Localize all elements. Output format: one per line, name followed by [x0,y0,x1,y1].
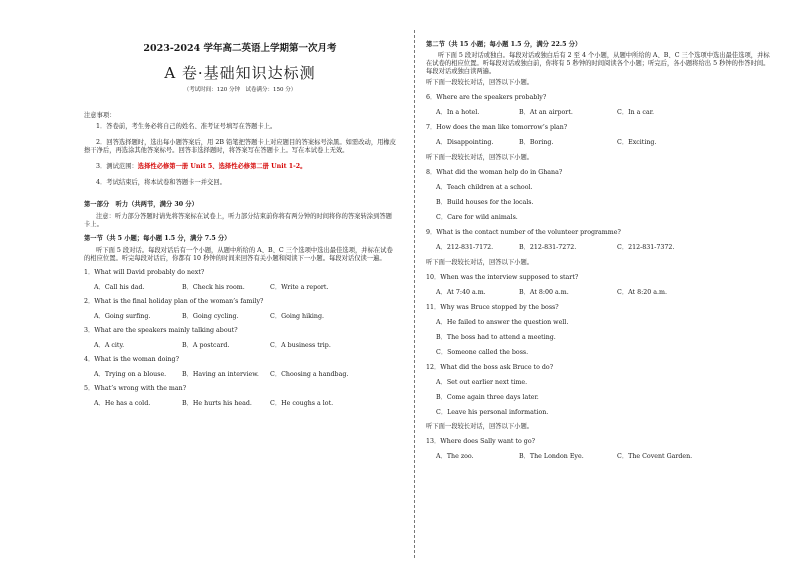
options [426,139,771,147]
question-text: 3．What are the speakers mainly talking about? [84,327,238,334]
option-c: C．A business trip. [270,342,331,349]
part1-heading: 第一部分 听力（共两节，满分 30 分） [84,201,198,208]
fold-line [414,30,415,558]
question-7 [426,124,771,147]
question-text: 1．What will David probably do next? [84,269,205,276]
option-a: A．Teach children at a school. [436,184,533,191]
question-1 [84,269,396,292]
section1-heading: 第一节（共 5 小题；每小题 1.5 分，满分 7.5 分） [84,235,231,242]
option-a: A．Set out earlier next time. [436,379,528,386]
question-text: 7．How does the man like tomorrow’s plan? [426,124,568,131]
option-c: C．He coughs a lot. [270,400,334,407]
option-a: A．Call his dad. [94,284,145,291]
question-10 [426,274,771,297]
option-a: A．Going surfing. [94,313,151,320]
left-column [84,41,396,408]
exam-title: 2023-2024 学年高二英语上学期第一次月考 [143,43,337,54]
options [84,313,396,321]
section2-heading: 第二节（共 15 小题；每小题 1.5 分，满分 22.5 分） [426,41,582,48]
option-c: C．Choosing a handbag. [270,371,349,378]
option-b: B．Come again three days later. [436,394,539,401]
question-6 [426,94,771,117]
paper-title: A 卷·基础知识达标测 [164,64,316,82]
question-text: 13．Where does Sally want to go? [426,438,535,445]
option-b: B．212-831-7272. [519,244,577,251]
lead-8: 听下面一段较长对话，回答以下小题。 [426,154,534,161]
option-c: C．Exciting. [617,139,657,146]
option-b: B．The boss had to attend a meeting. [436,334,556,341]
part1-instruction: 注意：听力部分答题时请先将答案标在试卷上，听力部分结束前你将有两分钟的时间将你的答案转涂到答题卡上。 [84,213,392,228]
option-a: A．He failed to answer the question well. [436,319,569,326]
option-b: B．Having an interview. [182,371,259,378]
option-c: C．In a car. [617,109,655,116]
option-c: C．Care for wild animals. [436,214,518,221]
option-b: B．At an airport. [519,109,573,116]
note-1: 1．答卷前，考生务必将自己的姓名、准考证号填写在答题卡上。 [96,123,277,130]
option-c: C．Write a report. [270,284,329,291]
test-range: 选择性必修第一册 Unit 5、选择性必修第二册 Unit 1-2。 [137,163,307,170]
options [84,400,396,408]
question-text: 11．Why was Bruce stopped by the boss? [426,304,559,311]
right-column [426,41,771,461]
note-2: 2．回答选择题时，选出每小题答案后，用 2B 铅笔把答题卡上对应题目的答案标号涂黑。如需改动，用橡皮擦干净后，再选涂其他答案标号。回答非选择题时，将答案写在答题卡上。写在本试卷上无效。 [84,139,397,154]
section1-instruction: 听下面 5 段对话。每段对话后有一个小题，从题中所给的 A、B、C 三个选项中选出最佳选项，并标在试卷的相应位置。听完每段对话后，你都有 10 秒钟的时间来回答有关小题和阅读下一小题。每段对话仅读一遍。 [84,247,393,262]
option-c: C．212-831-7372. [617,244,675,251]
option-b: B．At 8:00 a.m. [519,289,569,296]
option-b: B．Going cycling. [182,313,239,320]
option-c: C．At 8:20 a.m. [617,289,667,296]
lead-13: 听下面一段较长对话，回答以下小题。 [426,423,534,430]
question-text: 2．What is the final holiday plan of the woman’s family? [84,298,264,305]
question-text: 10．When was the interview supposed to start? [426,274,579,281]
question-13 [426,438,771,461]
option-a: A．He has a cold. [94,400,151,407]
options [426,453,771,461]
option-a: A．212-831-7172. [436,244,494,251]
question-text: 9．What is the contact number of the volunteer programme? [426,229,621,236]
note-3 [84,163,396,171]
option-a: A．Disappointing. [436,139,494,146]
question-8 [426,169,771,222]
option-b: B．Boring. [519,139,554,146]
options [426,244,771,252]
notes-heading: 注意事项： [84,112,116,119]
lead-10: 听下面一段较长对话，回答以下小题。 [426,259,534,266]
question-5 [84,385,396,408]
options [426,289,771,297]
question-9 [426,229,771,252]
question-2 [84,298,396,321]
option-c: C．Someone called the boss. [436,349,529,356]
option-a: A．A city. [94,342,125,349]
option-b: B．A postcard. [182,342,230,349]
option-b: B．The London Eye. [519,453,584,460]
option-b: B．Check his room. [182,284,245,291]
question-text: 6．Where are the speakers probably? [426,94,547,101]
option-b: B．Build houses for the locals. [436,199,534,206]
question-text: 4．What is the woman doing? [84,356,179,363]
option-a: A．Trying on a blouse. [94,371,167,378]
options [426,109,771,117]
note-3-prefix: 3．测试范围： [96,163,138,170]
exam-info: （考试时间：120 分钟 试卷满分：150 分） [183,87,297,93]
question-12 [426,364,771,417]
options [84,284,396,292]
question-4 [84,356,396,379]
options [84,371,396,379]
lead-6: 听下面一段较长对话，回答以下小题。 [426,79,534,86]
options [84,342,396,350]
option-a: A．The zoo. [436,453,474,460]
question-text: 12．What did the boss ask Bruce to do? [426,364,554,371]
question-3 [84,327,396,350]
note-4: 4．考试结束后，将本试卷和答题卡一并交回。 [96,179,226,186]
option-b: B．He hurts his head. [182,400,252,407]
section2-instruction: 听下面 5 段对话或独白。每段对话或独白后有 2 至 4 个小题，从题中所给的 A、B、C 三个选项中选出最佳选项，并标在试卷的相应位置。听每段对话或独白前，你将有 5 秒钟的时间阅读各个小题；听完后，各小题将给出 5 秒钟的作答时间。每段对话或独白读两遍。 [426,52,770,75]
question-11 [426,304,771,357]
option-c: C．The Covent Garden. [617,453,693,460]
option-a: A．In a hotel. [436,109,480,116]
option-c: C．Going hiking. [270,313,325,320]
question-text: 5．What’s wrong with the man? [84,385,187,392]
option-a: A．At 7:40 a.m. [436,289,486,296]
option-c: C．Leave his personal information. [436,409,549,416]
question-text: 8．What did the woman help do in Ghana? [426,169,563,176]
